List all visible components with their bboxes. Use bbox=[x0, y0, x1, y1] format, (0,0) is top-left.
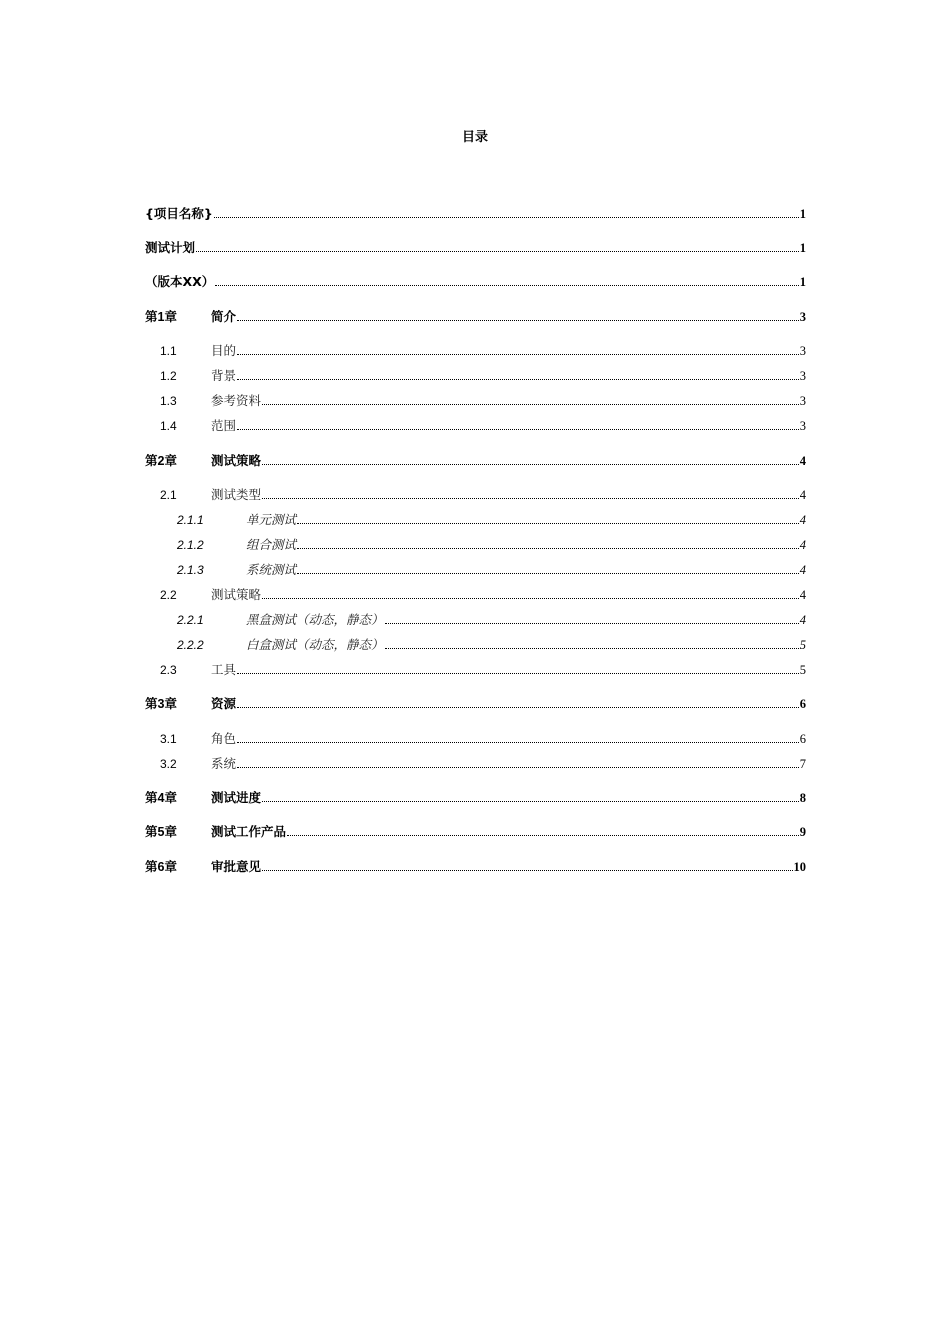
toc-entry-number: 第6章 bbox=[145, 860, 177, 874]
toc-entry[interactable] bbox=[145, 449, 806, 469]
toc-entry-number: 1.4 bbox=[160, 419, 177, 433]
toc-page-number: 6 bbox=[799, 697, 806, 711]
toc-entry-label: 系统 bbox=[211, 756, 237, 771]
toc-entry[interactable] bbox=[145, 855, 806, 875]
toc-dot-leader bbox=[385, 648, 799, 649]
toc-page-number: 1 bbox=[799, 207, 806, 221]
toc-entry-number: 2.2.2 bbox=[177, 638, 204, 652]
toc-entry-number: 2.1.1 bbox=[177, 513, 204, 527]
toc-entry-number: 3.2 bbox=[160, 757, 177, 771]
toc-entry[interactable] bbox=[145, 305, 806, 325]
toc-entry[interactable] bbox=[145, 483, 806, 503]
toc-dot-leader bbox=[262, 870, 792, 871]
toc-dot-leader bbox=[237, 429, 799, 430]
toc-entry-number: 2.2.1 bbox=[177, 613, 204, 627]
toc-entry-label: 系统测试 bbox=[246, 562, 297, 577]
toc-page-number: 5 bbox=[799, 638, 806, 652]
toc-entry[interactable] bbox=[145, 608, 806, 628]
toc-page-number: 4 bbox=[799, 454, 806, 468]
toc-page-number: 4 bbox=[799, 538, 806, 552]
toc-dot-leader bbox=[237, 320, 799, 321]
toc-entry-label: 测试工作产品 bbox=[211, 824, 287, 839]
toc-entry-label: 资源 bbox=[211, 696, 237, 711]
page-title: 目录 bbox=[461, 130, 488, 145]
toc-dot-leader bbox=[297, 523, 799, 524]
toc-entry-number: 1.1 bbox=[160, 344, 177, 358]
toc-entry-label: 背景 bbox=[211, 368, 237, 383]
toc-entry-label: 审批意见 bbox=[211, 859, 262, 874]
toc-page-number: 3 bbox=[799, 369, 806, 383]
toc-dot-leader bbox=[287, 835, 799, 836]
toc-entry-label: 范围 bbox=[211, 418, 237, 433]
toc-entry[interactable] bbox=[145, 364, 806, 384]
toc-dot-leader bbox=[237, 707, 799, 708]
toc-entry[interactable] bbox=[145, 692, 806, 712]
toc-entry-number: 2.1 bbox=[160, 488, 177, 502]
toc-dot-leader bbox=[237, 742, 799, 743]
toc-entry-number: 2.3 bbox=[160, 663, 177, 677]
toc-dot-leader bbox=[262, 404, 799, 405]
toc-entry[interactable] bbox=[145, 270, 806, 290]
toc-entry[interactable] bbox=[145, 633, 806, 653]
toc-dot-leader bbox=[297, 548, 799, 549]
toc-page-number: 1 bbox=[799, 241, 806, 255]
toc-entry[interactable] bbox=[145, 558, 806, 578]
toc-page-number: 4 bbox=[799, 513, 806, 527]
toc-entry[interactable] bbox=[145, 508, 806, 528]
toc-entry-label: 工具 bbox=[211, 662, 237, 677]
toc-entry-number: 3.1 bbox=[160, 732, 177, 746]
toc-dot-leader bbox=[237, 354, 799, 355]
toc-dot-leader bbox=[214, 217, 799, 218]
toc-entry-label: 测试类型 bbox=[211, 487, 262, 502]
toc-dot-leader bbox=[215, 285, 798, 286]
toc-entry-number: 第5章 bbox=[145, 825, 177, 839]
toc-page-number: 4 bbox=[799, 488, 806, 502]
toc-entry-label: 单元测试 bbox=[246, 512, 297, 527]
toc-entry[interactable] bbox=[145, 786, 806, 806]
toc-entry-label: 测试进度 bbox=[211, 790, 262, 805]
toc-entry[interactable] bbox=[145, 658, 806, 678]
toc-entry-label: 测试计划 bbox=[145, 240, 196, 255]
toc-entry-label: 角色 bbox=[211, 731, 237, 746]
toc-entry-number: 2.2 bbox=[160, 588, 177, 602]
toc-page-number: 10 bbox=[793, 860, 806, 874]
toc-entry-label: {项目名称} bbox=[145, 206, 213, 221]
toc-entry-label: 白盒测试（动态，静态） bbox=[246, 637, 384, 652]
toc-dot-leader bbox=[237, 673, 799, 674]
toc-entry-number: 第2章 bbox=[145, 454, 177, 468]
toc-entry[interactable] bbox=[145, 583, 806, 603]
toc-page-number: 4 bbox=[799, 563, 806, 577]
toc-entry[interactable] bbox=[145, 202, 806, 222]
toc-entry[interactable] bbox=[145, 820, 806, 840]
toc-entry[interactable] bbox=[145, 339, 806, 359]
toc-page-number: 5 bbox=[799, 663, 806, 677]
toc-page-number: 3 bbox=[799, 344, 806, 358]
toc-entry-label: 目的 bbox=[211, 343, 237, 358]
toc-dot-leader bbox=[262, 801, 799, 802]
toc-entry-number: 2.1.2 bbox=[177, 538, 204, 552]
toc-page-number: 3 bbox=[799, 310, 806, 324]
toc-entry-number: 第1章 bbox=[145, 310, 177, 324]
toc-entry-number: 1.2 bbox=[160, 369, 177, 383]
toc-page-number: 9 bbox=[799, 825, 806, 839]
toc-entry[interactable] bbox=[145, 414, 806, 434]
toc-dot-leader bbox=[262, 464, 799, 465]
toc-entry[interactable] bbox=[145, 752, 806, 772]
toc-entry-label: 简介 bbox=[211, 309, 237, 324]
toc-entry[interactable] bbox=[145, 533, 806, 553]
toc-entry-label: （版本XX） bbox=[145, 274, 215, 289]
toc-entry-label: 参考资料 bbox=[211, 393, 262, 408]
toc-entry-number: 2.1.3 bbox=[177, 563, 204, 577]
toc-dot-leader bbox=[385, 623, 799, 624]
toc-page-number: 4 bbox=[799, 588, 806, 602]
toc-page-number: 4 bbox=[799, 613, 806, 627]
toc-dot-leader bbox=[237, 379, 799, 380]
toc-entry[interactable] bbox=[145, 236, 806, 256]
toc-entry-number: 第4章 bbox=[145, 791, 177, 805]
toc-page-number: 7 bbox=[799, 757, 806, 771]
toc-entry[interactable] bbox=[145, 727, 806, 747]
toc-dot-leader bbox=[262, 598, 799, 599]
toc-entry-label: 测试策略 bbox=[211, 453, 262, 468]
toc-page-number: 3 bbox=[799, 394, 806, 408]
toc-page-number: 8 bbox=[799, 791, 806, 805]
toc-entry-number: 1.3 bbox=[160, 394, 177, 408]
toc-entry-number: 第3章 bbox=[145, 697, 177, 711]
toc-entry[interactable] bbox=[145, 389, 806, 409]
toc-page-number: 6 bbox=[799, 732, 806, 746]
toc-page-number: 3 bbox=[799, 419, 806, 433]
toc-page-number: 1 bbox=[799, 275, 806, 289]
toc-entry-label: 组合测试 bbox=[246, 537, 297, 552]
toc-dot-leader bbox=[196, 251, 799, 252]
toc-dot-leader bbox=[262, 498, 799, 499]
toc-entry-label: 黑盒测试（动态，静态） bbox=[246, 612, 384, 627]
toc-dot-leader bbox=[237, 767, 799, 768]
toc-entry-label: 测试策略 bbox=[211, 587, 262, 602]
toc-dot-leader bbox=[297, 573, 799, 574]
